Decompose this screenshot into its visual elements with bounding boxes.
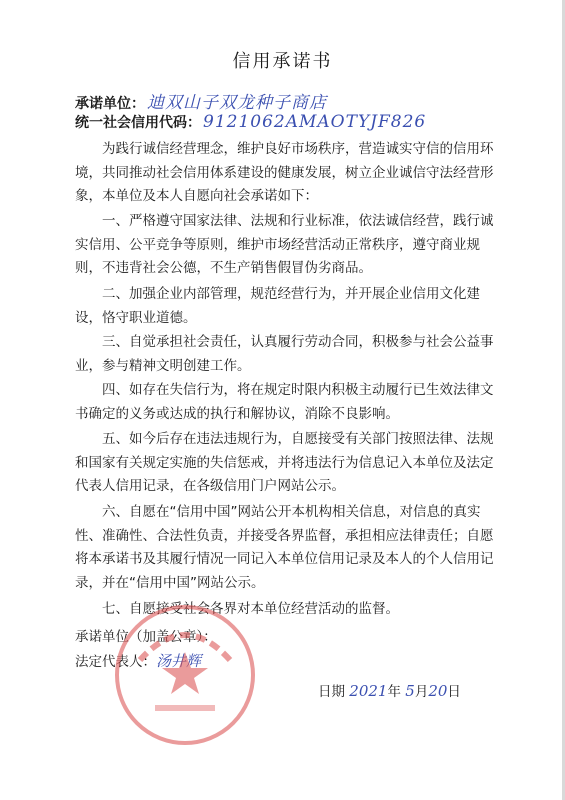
date-year-unit: 年 <box>387 684 401 700</box>
document-title: 信用承诺书 <box>232 51 333 72</box>
date-day: 20 <box>428 682 448 700</box>
clause-1: 一、严格遵守国家法律、法规和行业标准，依法诚信经营，践行诚实信用、公平竞争等原则，维护市场经营活动正常秩序，遵守商业规则，不违背社会公德，不生产销售假冒伪劣商品。 <box>75 213 494 276</box>
legal-rep-signature: 汤井辉 <box>156 652 202 670</box>
clause-3: 三、自觉承担社会责任，认真履行劳动合同，积极参与社会公益事业，参与精神文明创建工作。 <box>75 334 494 374</box>
clause-5: 五、如今后存在违法违规行为，自愿接受有关部门按照法律、法规和国家有关规定实施的失信惩戒，并将违法行为信息记入本单位及法定代表人信用记录，在各级信用门户网站公示。 <box>75 431 494 494</box>
clause-7: 七、自愿接受社会各界对本单位经营活动的监督。 <box>102 601 399 617</box>
clause-6: 六、自愿在“信用中国”网站公开本机构相关信息，对信息的真实性、准确性、合法性负责，并接受各界监督，承担相应法律责任；自愿将本承诺书及其履行情况一同记入本单位信用记录及本人的个人信用记录，并在“信用中国”网站公示。 <box>75 504 494 591</box>
unit-label: 承诺单位： <box>75 96 145 112</box>
unit-field <box>75 88 327 113</box>
credit-code-label: 统一社会信用代码： <box>75 115 201 131</box>
date-month-unit: 月 <box>414 684 429 700</box>
date-label: 日期 <box>318 684 345 700</box>
date-day-unit: 日 <box>447 684 461 700</box>
legal-rep-label: 法定代表人： <box>75 654 156 670</box>
unit-handwritten-value: 迪双山子双龙种子商店 <box>147 93 327 113</box>
company-seal-stamp-icon <box>110 600 260 750</box>
date-month: 5 <box>405 682 415 700</box>
credit-code-handwritten-value: 9121062AMAOTYJF826 <box>203 112 427 132</box>
clause-4: 四、如存在失信行为，将在规定时限内积极主动履行已生效法律文书确定的义务或达成的执行和解协议，消除不良影响。 <box>75 382 494 422</box>
intro-paragraph: 为践行诚信经营理念，维护良好市场秩序，营造诚实守信的信用环境，共同推动社会信用体系建设的健康发展，树立企业诚信守法经营形象，本单位及本人自愿向社会承诺如下： <box>75 141 494 204</box>
clause-2: 二、加强企业内部管理，规范经营行为，并开展企业信用文化建设，恪守职业道德。 <box>75 286 480 326</box>
date-year: 2021 <box>349 682 388 700</box>
credit-code-field <box>75 112 426 132</box>
sign-unit-line: 承诺单位（加盖公章）： <box>75 629 217 645</box>
date-line <box>318 680 461 700</box>
